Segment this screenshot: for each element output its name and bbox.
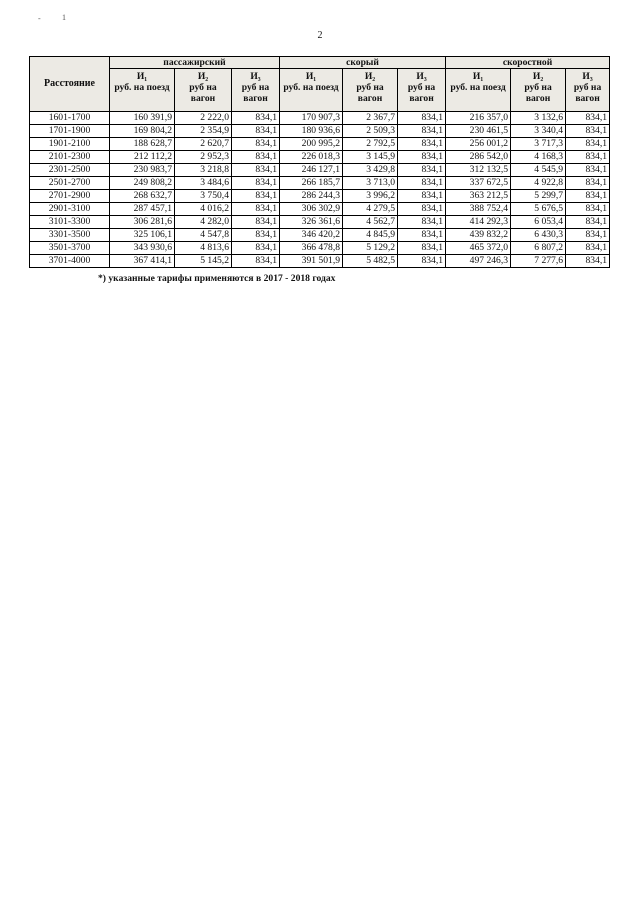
tariff-cell: 4 282,0 xyxy=(175,216,232,229)
tariff-cell: 160 391,9 xyxy=(110,112,175,125)
tariff-cell: 834,1 xyxy=(566,216,610,229)
column-symbol: И₃ xyxy=(250,71,261,82)
column-unit: руб на вагон xyxy=(189,82,217,104)
tariff-cell: 6 807,2 xyxy=(511,242,566,255)
table-row xyxy=(30,177,610,190)
distance-cell: 2101-2300 xyxy=(30,151,110,164)
group-header-high-speed: скоростной xyxy=(446,57,610,69)
tariff-cell: 834,1 xyxy=(566,242,610,255)
tariff-cell: 3 429,8 xyxy=(343,164,398,177)
tariff-cell: 4 922,8 xyxy=(511,177,566,190)
table-row xyxy=(30,229,610,242)
tariff-cell: 286 244,3 xyxy=(280,190,343,203)
table-row xyxy=(30,242,610,255)
tariff-cell: 834,1 xyxy=(232,125,280,138)
tariff-cell: 4 279,5 xyxy=(343,203,398,216)
tariff-cell: 834,1 xyxy=(398,151,446,164)
column-header xyxy=(511,69,566,112)
tariff-cell: 226 018,3 xyxy=(280,151,343,164)
column-unit: руб. на поезд xyxy=(283,82,339,93)
tariff-cell: 326 361,6 xyxy=(280,216,343,229)
column-unit: руб. на поезд xyxy=(114,82,170,93)
tariff-cell: 306 281,6 xyxy=(110,216,175,229)
tariff-cell: 367 414,1 xyxy=(110,255,175,268)
tariff-cell: 834,1 xyxy=(566,125,610,138)
distance-cell: 1901-2100 xyxy=(30,138,110,151)
tariff-cell: 834,1 xyxy=(232,242,280,255)
tariff-cell: 834,1 xyxy=(232,151,280,164)
tariff-cell: 306 302,9 xyxy=(280,203,343,216)
distance-cell: 3501-3700 xyxy=(30,242,110,255)
column-symbol: И₁ xyxy=(136,71,148,82)
tariff-cell: 170 907,3 xyxy=(280,112,343,125)
tariff-cell: 834,1 xyxy=(232,229,280,242)
table-row xyxy=(30,190,610,203)
tariff-cell: 834,1 xyxy=(398,112,446,125)
distance-cell: 3701-4000 xyxy=(30,255,110,268)
tariff-cell: 834,1 xyxy=(232,190,280,203)
tariff-cell: 834,1 xyxy=(398,138,446,151)
tariff-cell: 497 246,3 xyxy=(446,255,511,268)
tariff-cell: 266 185,7 xyxy=(280,177,343,190)
column-header xyxy=(446,69,511,112)
tariff-cell: 4 562,7 xyxy=(343,216,398,229)
distance-cell: 2501-2700 xyxy=(30,177,110,190)
column-header xyxy=(232,69,280,112)
tariff-cell: 6 053,4 xyxy=(511,216,566,229)
tariff-cell: 834,1 xyxy=(398,216,446,229)
tariff-cell: 7 277,6 xyxy=(511,255,566,268)
tariff-cell: 4 813,6 xyxy=(175,242,232,255)
tariff-cell: 439 832,2 xyxy=(446,229,511,242)
tariff-cell: 834,1 xyxy=(398,164,446,177)
tariff-cell: 3 218,8 xyxy=(175,164,232,177)
tariff-cell: 200 995,2 xyxy=(280,138,343,151)
tariff-cell: 414 292,3 xyxy=(446,216,511,229)
tariff-cell: 834,1 xyxy=(398,190,446,203)
tariff-cell: 388 752,4 xyxy=(446,203,511,216)
table-row xyxy=(30,125,610,138)
tariff-cell: 325 106,1 xyxy=(110,229,175,242)
column-header xyxy=(175,69,232,112)
tariff-cell: 834,1 xyxy=(232,164,280,177)
column-header xyxy=(398,69,446,112)
tariff-cell: 465 372,0 xyxy=(446,242,511,255)
tariff-cell: 834,1 xyxy=(566,164,610,177)
sub-header-row xyxy=(30,69,610,112)
scan-mark-right: 1 xyxy=(62,13,66,22)
tariff-cell: 834,1 xyxy=(398,125,446,138)
group-header-fast: скорый xyxy=(280,57,446,69)
tariff-cell: 363 212,5 xyxy=(446,190,511,203)
tariff-cell: 286 542,0 xyxy=(446,151,511,164)
tariff-cell: 3 145,9 xyxy=(343,151,398,164)
tariff-cell: 3 484,6 xyxy=(175,177,232,190)
tariff-cell: 834,1 xyxy=(232,138,280,151)
tariff-cell: 230 983,7 xyxy=(110,164,175,177)
tariff-cell: 834,1 xyxy=(566,255,610,268)
column-header xyxy=(343,69,398,112)
footnote: *) указанные тарифы применяются в 2017 - 2018 годах xyxy=(98,273,336,284)
tariff-cell: 834,1 xyxy=(398,177,446,190)
tariff-cell: 834,1 xyxy=(398,229,446,242)
tariff-cell: 4 016,2 xyxy=(175,203,232,216)
tariff-cell: 834,1 xyxy=(232,112,280,125)
column-symbol: И₁ xyxy=(472,71,484,82)
tariff-cell: 169 804,2 xyxy=(110,125,175,138)
tariff-cell: 5 676,5 xyxy=(511,203,566,216)
tariff-cell: 5 482,5 xyxy=(343,255,398,268)
tariff-cell: 246 127,1 xyxy=(280,164,343,177)
tariff-cell: 230 461,5 xyxy=(446,125,511,138)
distance-cell: 3301-3500 xyxy=(30,229,110,242)
group-header-row xyxy=(30,57,610,69)
tariff-cell: 337 672,5 xyxy=(446,177,511,190)
tariff-cell: 2 367,7 xyxy=(343,112,398,125)
column-header xyxy=(566,69,610,112)
tariff-cell: 4 168,3 xyxy=(511,151,566,164)
tariff-cell: 216 357,0 xyxy=(446,112,511,125)
tariff-cell: 5 129,2 xyxy=(343,242,398,255)
distance-cell: 1601-1700 xyxy=(30,112,110,125)
column-unit: руб на вагон xyxy=(573,82,602,104)
distance-cell: 3101-3300 xyxy=(30,216,110,229)
tariff-cell: 834,1 xyxy=(232,255,280,268)
table-row xyxy=(30,112,610,125)
column-unit: руб на вагон xyxy=(241,82,270,104)
tariff-cell: 834,1 xyxy=(232,216,280,229)
column-unit: руб на вагон xyxy=(407,82,436,104)
tariff-cell: 3 713,0 xyxy=(343,177,398,190)
column-unit: руб. на поезд xyxy=(450,82,506,93)
table-row xyxy=(30,138,610,151)
table-body xyxy=(30,112,610,268)
tariff-cell: 3 340,4 xyxy=(511,125,566,138)
column-header xyxy=(280,69,343,112)
tariff-cell: 2 354,9 xyxy=(175,125,232,138)
column-unit: руб на вагон xyxy=(524,82,552,104)
tariff-cell: 2 952,3 xyxy=(175,151,232,164)
column-symbol: И₁ xyxy=(305,71,317,82)
tariff-cell: 180 936,6 xyxy=(280,125,343,138)
column-unit: руб на вагон xyxy=(356,82,384,104)
tariff-cell: 4 545,9 xyxy=(511,164,566,177)
tariff-cell: 4 547,8 xyxy=(175,229,232,242)
distance-header: Расстояние xyxy=(30,57,110,112)
tariff-cell: 346 420,2 xyxy=(280,229,343,242)
tariff-cell: 3 750,4 xyxy=(175,190,232,203)
tariff-cell: 834,1 xyxy=(232,203,280,216)
tariff-cell: 5 299,7 xyxy=(511,190,566,203)
tariff-cell: 834,1 xyxy=(232,177,280,190)
tariff-cell: 834,1 xyxy=(566,190,610,203)
page-number: 2 xyxy=(317,30,323,41)
tariff-cell: 3 132,6 xyxy=(511,112,566,125)
table-row xyxy=(30,216,610,229)
distance-cell: 1701-1900 xyxy=(30,125,110,138)
tariff-cell: 834,1 xyxy=(398,255,446,268)
tariff-cell: 2 792,5 xyxy=(343,138,398,151)
column-symbol: И₂ xyxy=(197,71,209,82)
tariff-cell: 366 478,8 xyxy=(280,242,343,255)
tariff-cell: 3 996,2 xyxy=(343,190,398,203)
column-symbol: И₃ xyxy=(416,71,427,82)
tariff-cell: 834,1 xyxy=(566,151,610,164)
tariff-cell: 2 509,3 xyxy=(343,125,398,138)
tariff-cell: 256 001,2 xyxy=(446,138,511,151)
tariff-cell: 834,1 xyxy=(398,203,446,216)
column-symbol: И₂ xyxy=(364,71,376,82)
table-row xyxy=(30,164,610,177)
column-symbol: И₃ xyxy=(582,71,593,82)
tariff-cell: 343 930,6 xyxy=(110,242,175,255)
group-header-passenger: пассажирский xyxy=(110,57,280,69)
distance-cell: 2901-3100 xyxy=(30,203,110,216)
tariff-cell: 5 145,2 xyxy=(175,255,232,268)
distance-cell: 2701-2900 xyxy=(30,190,110,203)
tariff-cell: 834,1 xyxy=(566,229,610,242)
tariff-cell: 249 808,2 xyxy=(110,177,175,190)
scan-mark-left: - xyxy=(38,14,41,23)
table-row xyxy=(30,203,610,216)
tariff-table xyxy=(29,56,610,268)
tariff-cell: 834,1 xyxy=(566,203,610,216)
tariff-cell: 834,1 xyxy=(566,138,610,151)
tariff-cell: 287 457,1 xyxy=(110,203,175,216)
tariff-cell: 6 430,3 xyxy=(511,229,566,242)
table-row xyxy=(30,151,610,164)
tariff-cell: 3 717,3 xyxy=(511,138,566,151)
tariff-cell: 312 132,5 xyxy=(446,164,511,177)
tariff-cell: 268 632,7 xyxy=(110,190,175,203)
tariff-cell: 2 222,0 xyxy=(175,112,232,125)
column-header xyxy=(110,69,175,112)
tariff-cell: 188 628,7 xyxy=(110,138,175,151)
tariff-cell: 4 845,9 xyxy=(343,229,398,242)
tariff-cell: 834,1 xyxy=(398,242,446,255)
tariff-cell: 834,1 xyxy=(566,177,610,190)
table-row xyxy=(30,255,610,268)
tariff-cell: 391 501,9 xyxy=(280,255,343,268)
tariff-cell: 212 112,2 xyxy=(110,151,175,164)
distance-cell: 2301-2500 xyxy=(30,164,110,177)
column-symbol: И₂ xyxy=(532,71,544,82)
tariff-cell: 834,1 xyxy=(566,112,610,125)
tariff-cell: 2 620,7 xyxy=(175,138,232,151)
